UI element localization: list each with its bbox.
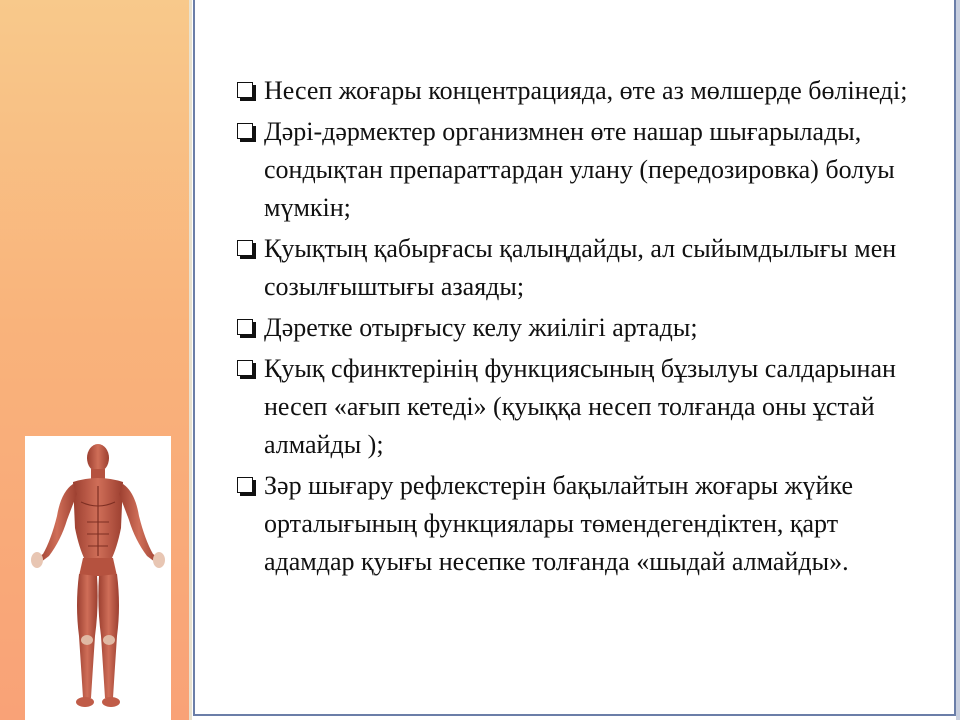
bullet-item: [232, 309, 932, 347]
checkbox-bullet-icon: [237, 240, 253, 256]
bullet-item: [232, 350, 932, 464]
checkbox-bullet-icon: [237, 360, 253, 376]
bullet-item: [232, 72, 932, 110]
bullet-item: [232, 113, 932, 227]
bullet-item: [232, 467, 932, 581]
bullet-text: Дәрі-дәрмектер организмнен өте нашар шығарылады, сондықтан препараттардан улану (передозировка) болуы мүмкін;: [264, 117, 895, 222]
bullet-item: [232, 230, 932, 306]
checkbox-bullet-icon: [237, 123, 253, 139]
bullet-text: Дәретке отырғысу келу жиілігі артады;: [264, 313, 698, 342]
checkbox-bullet-icon: [237, 319, 253, 335]
right-edge-frame: [956, 0, 960, 720]
divider-line: [189, 0, 192, 720]
bullet-text: Қуық сфинктерінің функциясының бұзылуы салдарынан несеп «ағып кетеді» (қуыққа несеп толғанда оны ұстай алмайды );: [264, 354, 896, 459]
bullet-text: Несеп жоғары концентрацияда, өте аз мөлшерде бөлінеді;: [264, 76, 908, 105]
bullet-text: Қуықтың қабырғасы қалыңдайды, ал сыйымдылығы мен созылғыштығы азаяды;: [264, 234, 897, 301]
bullet-text: Зәр шығару рефлекстерін бақылайтын жоғары жүйке орталығының функциялары төмендегендіктен, қарт адамдар қуығы несепке толғанда «шыдай алмайды».: [264, 471, 853, 576]
checkbox-bullet-icon: [237, 477, 253, 493]
muscular-body-illustration: [25, 436, 171, 720]
checkbox-bullet-icon: [237, 82, 253, 98]
bullet-list: [232, 72, 932, 584]
anatomy-figure-image: [25, 436, 171, 720]
